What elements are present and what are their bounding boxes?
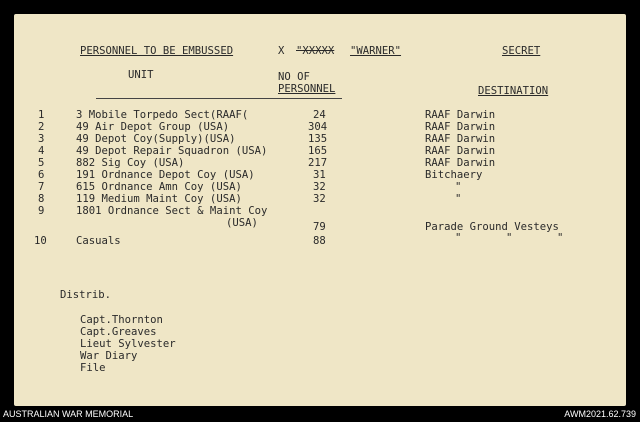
row-destination: RAAF Darwin (425, 157, 496, 169)
row-count: 135 (308, 133, 328, 145)
row-unit: 882 Sig Coy (USA) (76, 157, 185, 169)
row-destination: RAAF Darwin (425, 133, 496, 145)
row-count: 165 (308, 145, 328, 157)
row-unit: (USA) (226, 217, 258, 229)
row-unit: 615 Ordnance Amn Coy (USA) (76, 181, 242, 193)
row-num: 6 (38, 169, 45, 181)
row-num: 9 (38, 205, 45, 217)
row-unit: 191 Ordnance Depot Coy (USA) (76, 169, 255, 181)
row-count: 88 (313, 235, 326, 247)
archive-reference: AWM2021.62.739 (564, 409, 636, 419)
row-destination: RAAF Darwin (425, 109, 496, 121)
row-num: 1 (38, 109, 45, 121)
row-unit: 3 Mobile Torpedo Sect(RAAF( (76, 109, 249, 121)
column-unit: UNIT (128, 69, 154, 81)
column-destination: DESTINATION (478, 85, 549, 97)
row-destination: RAAF Darwin (425, 121, 496, 133)
row-num: 4 (38, 145, 45, 157)
row-unit: 1801 Ordnance Sect & Maint Coy (76, 205, 268, 217)
row-destination: " (455, 181, 462, 193)
column-no-of: NO OF (278, 71, 310, 83)
row-unit: 49 Air Depot Group (USA) (76, 121, 230, 133)
row-destination: Bitchaery (425, 169, 483, 181)
distrib-item: Lieut Sylvester (80, 338, 176, 350)
row-count: 217 (308, 157, 328, 169)
row-destination: Parade Ground Vesteys (425, 221, 559, 233)
row-unit: 49 Depot Repair Squadron (USA) (76, 145, 268, 157)
operation-name: "WARNER" (350, 45, 402, 57)
row-unit: Casuals (76, 235, 121, 247)
row-num: 7 (38, 181, 45, 193)
row-count: 32 (313, 181, 326, 193)
row-unit: 49 Depot Coy(Supply)(USA) (76, 133, 236, 145)
document-title: PERSONNEL TO BE EMBUSSED (80, 45, 234, 57)
row-count: 24 (313, 109, 326, 121)
column-personnel: PERSONNEL (278, 83, 336, 95)
row-num: 8 (38, 193, 45, 205)
row-destination: " (455, 193, 462, 205)
row-unit: 119 Medium Maint Coy (USA) (76, 193, 242, 205)
classification-label: SECRET (502, 45, 541, 57)
distrib-label: Distrib. (60, 289, 112, 301)
distrib-item: War Diary (80, 350, 138, 362)
ditto-marks: " " " (455, 232, 564, 244)
row-num: 2 (38, 121, 45, 133)
row-count: 32 (313, 193, 326, 205)
row-num: 5 (38, 157, 45, 169)
row-count: 31 (313, 169, 326, 181)
distrib-item: File (80, 362, 106, 374)
distrib-item: Capt.Greaves (80, 326, 157, 338)
header-rule (96, 98, 342, 99)
header-x: X (278, 45, 285, 57)
row-count: 79 (313, 221, 326, 233)
row-destination: RAAF Darwin (425, 145, 496, 157)
row-num: 10 (34, 235, 47, 247)
row-count: 304 (308, 121, 328, 133)
row-num: 3 (38, 133, 45, 145)
archive-credit: AUSTRALIAN WAR MEMORIAL (3, 409, 134, 419)
struck-text: "XXXXX (296, 45, 335, 57)
distrib-item: Capt.Thornton (80, 314, 163, 326)
